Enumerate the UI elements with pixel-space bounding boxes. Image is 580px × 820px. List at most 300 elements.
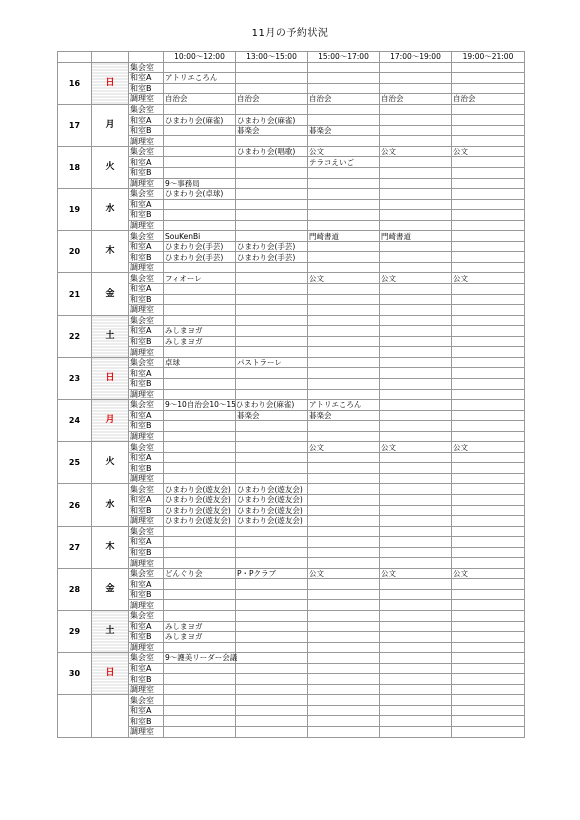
booking-cell [308,473,380,484]
room-label: 和室A [129,537,164,548]
booking-cell [380,115,452,126]
booking-cell [236,62,308,73]
booking-cell [452,579,525,590]
room-label: 和室B [129,378,164,389]
room-row [58,442,525,453]
booking-cell [380,684,452,695]
room-row [58,684,525,695]
booking-cell [308,262,380,273]
booking-cell [236,199,308,210]
booking-cell [236,431,308,442]
booking-cell [452,410,525,421]
room-label: 和室A [129,621,164,632]
booking-cell [236,452,308,463]
room-label: 和室B [129,463,164,474]
booking-cell [380,368,452,379]
booking-cell [380,537,452,548]
room-label: 調理室 [129,262,164,273]
booking-cell [308,589,380,600]
room-row [58,473,525,484]
room-row [58,516,525,527]
booking-cell [236,684,308,695]
room-row [58,674,525,685]
booking-cell [452,516,525,527]
booking-cell [380,505,452,516]
booking-cell: テラコえいご [308,157,380,168]
booking-cell [308,579,380,590]
booking-cell [308,104,380,115]
schedule-body [58,62,525,737]
room-row [58,284,525,295]
room-label: 集会室 [129,104,164,115]
header-slot: 19:00〜21:00 [452,52,525,63]
day-of-week: 水 [92,484,129,526]
booking-cell [308,526,380,537]
room-row [58,410,525,421]
booking-cell [164,716,236,727]
booking-cell [236,294,308,305]
room-row [58,378,525,389]
booking-cell [164,410,236,421]
header-room [129,52,164,63]
room-row [58,663,525,674]
booking-cell: アトリエころん [308,400,380,411]
header-slot: 13:00〜15:00 [236,52,308,63]
booking-cell [308,516,380,527]
booking-cell [452,547,525,558]
booking-cell [236,389,308,400]
booking-cell [452,632,525,643]
booking-cell [452,210,525,221]
booking-cell [308,705,380,716]
booking-cell [164,610,236,621]
booking-cell [236,157,308,168]
booking-cell: みしまヨガ [164,326,236,337]
booking-cell [164,136,236,147]
room-label: 和室B [129,716,164,727]
booking-cell [308,305,380,316]
booking-cell [308,695,380,706]
room-label: 和室B [129,632,164,643]
booking-cell [164,305,236,316]
day-of-week: 木 [92,526,129,568]
booking-cell [236,178,308,189]
booking-cell [308,610,380,621]
room-label: 調理室 [129,727,164,738]
room-label: 和室A [129,452,164,463]
reservation-table [57,51,525,738]
room-label: 調理室 [129,94,164,105]
room-label: 和室A [129,368,164,379]
booking-cell [308,168,380,179]
booking-cell [236,262,308,273]
booking-cell [236,537,308,548]
room-label: 和室A [129,579,164,590]
booking-cell: ひまわり会(手芸) [236,241,308,252]
booking-cell [236,600,308,611]
booking-cell: ひまわり会(遊友会) [164,516,236,527]
booking-cell [380,463,452,474]
booking-cell [308,294,380,305]
booking-cell [452,262,525,273]
booking-cell [308,347,380,358]
booking-cell [452,663,525,674]
booking-cell [164,705,236,716]
booking-cell [452,294,525,305]
day-date: 19 [58,189,92,231]
booking-cell [236,442,308,453]
booking-cell [452,326,525,337]
booking-cell [308,431,380,442]
room-label: 集会室 [129,62,164,73]
booking-cell [236,368,308,379]
room-label: 和室B [129,210,164,221]
booking-cell [452,368,525,379]
booking-cell [380,621,452,632]
room-row [58,389,525,400]
booking-cell [380,336,452,347]
booking-cell: ひまわり会(遊友会) [236,516,308,527]
booking-cell [308,452,380,463]
room-row [58,315,525,326]
booking-cell [452,168,525,179]
booking-cell [308,558,380,569]
booking-cell [380,705,452,716]
booking-cell [452,189,525,200]
booking-cell [164,210,236,221]
booking-cell [164,579,236,590]
booking-cell: 自治会 [236,94,308,105]
booking-cell: ひまわり会(麻雀) [236,115,308,126]
booking-cell [308,241,380,252]
booking-cell [164,547,236,558]
booking-cell: みしまヨガ [164,632,236,643]
booking-cell [236,305,308,316]
day-of-week: 火 [92,442,129,484]
room-row [58,589,525,600]
booking-cell: ひまわり会(麻雀) [164,115,236,126]
booking-cell [308,220,380,231]
day-of-week [92,695,129,737]
booking-cell [236,231,308,242]
room-label: 和室A [129,157,164,168]
booking-cell [164,168,236,179]
booking-cell: SouKenBi [164,231,236,242]
booking-cell [164,558,236,569]
booking-cell: 公文 [308,273,380,284]
room-row [58,421,525,432]
room-label: 集会室 [129,526,164,537]
booking-cell [452,199,525,210]
room-row [58,273,525,284]
booking-cell [236,610,308,621]
booking-cell [308,389,380,400]
booking-cell [452,378,525,389]
day-of-week: 金 [92,273,129,315]
booking-cell: 卓球 [164,357,236,368]
booking-cell [236,558,308,569]
booking-cell [308,621,380,632]
booking-cell: 公文 [380,442,452,453]
booking-cell: 公文 [452,442,525,453]
room-row [58,220,525,231]
booking-cell [452,600,525,611]
room-row [58,494,525,505]
room-label: 和室B [129,125,164,136]
booking-cell: フィオーレ [164,273,236,284]
booking-cell [308,73,380,84]
booking-cell [452,537,525,548]
booking-cell [380,326,452,337]
booking-cell: ひまわり会(手芸) [236,252,308,263]
booking-cell [380,210,452,221]
booking-cell [452,284,525,295]
booking-cell [164,262,236,273]
booking-cell [380,579,452,590]
booking-cell [164,431,236,442]
day-of-week: 土 [92,315,129,357]
booking-cell: ひまわり会(遊友会) [164,494,236,505]
booking-cell [380,125,452,136]
booking-cell [380,400,452,411]
header-slot: 17:00〜19:00 [380,52,452,63]
booking-cell [164,589,236,600]
booking-cell: 9〜護美リーダー会議 [165,653,238,663]
booking-cell [164,146,236,157]
booking-cell [380,674,452,685]
booking-cell: 公文 [308,568,380,579]
room-row [58,727,525,738]
room-row [58,336,525,347]
booking-cell [452,716,525,727]
booking-cell [236,136,308,147]
booking-cell: 自治会 [452,94,525,105]
day-of-week: 日 [92,653,129,695]
booking-cell [308,653,380,664]
booking-cell: 碁楽会 [236,125,308,136]
room-label: 集会室 [129,231,164,242]
room-label: 調理室 [129,136,164,147]
booking-cell [308,199,380,210]
booking-cell [308,178,380,189]
booking-cell [308,684,380,695]
booking-cell [380,294,452,305]
booking-cell [452,315,525,326]
booking-cell [236,632,308,643]
room-row [58,705,525,716]
room-label: 和室A [129,663,164,674]
booking-cell [452,252,525,263]
booking-cell [452,558,525,569]
room-label: 和室A [129,241,164,252]
booking-cell [164,695,236,706]
booking-cell [236,83,308,94]
room-label: 集会室 [129,610,164,621]
room-label: 和室B [129,83,164,94]
booking-cell [452,695,525,706]
booking-cell: 自治会 [380,94,452,105]
booking-cell [452,653,525,664]
booking-cell [164,442,236,453]
booking-cell [380,168,452,179]
room-row [58,136,525,147]
room-row [58,104,525,115]
booking-cell [308,83,380,94]
booking-cell: 碁楽会 [308,410,380,421]
booking-cell [380,516,452,527]
booking-cell [308,284,380,295]
day-date: 30 [58,653,92,695]
room-row [58,326,525,337]
room-row [58,484,525,495]
day-date: 17 [58,104,92,146]
day-date: 27 [58,526,92,568]
room-row [58,168,525,179]
room-label: 和室B [129,168,164,179]
booking-cell: ひまわり会(手芸) [164,241,236,252]
room-row [58,579,525,590]
room-row [58,505,525,516]
room-label: 和室A [129,705,164,716]
booking-cell [452,421,525,432]
room-row [58,157,525,168]
room-row [58,231,525,242]
booking-cell [452,705,525,716]
booking-cell [452,136,525,147]
room-label: 調理室 [129,473,164,484]
room-label: 調理室 [129,347,164,358]
booking-cell [452,104,525,115]
day-of-week: 土 [92,610,129,652]
booking-cell [380,526,452,537]
booking-cell: 公文 [452,273,525,284]
booking-cell [236,674,308,685]
day-date: 28 [58,568,92,610]
room-label: 集会室 [129,315,164,326]
booking-cell: ひまわり会(唱歌) [236,146,308,157]
booking-cell [380,632,452,643]
room-row [58,547,525,558]
booking-cell: 門崎書道 [380,231,452,242]
booking-cell [236,589,308,600]
room-row [58,294,525,305]
booking-cell [164,368,236,379]
booking-cell [164,125,236,136]
room-label: 和室A [129,326,164,337]
room-row [58,610,525,621]
booking-cell [308,421,380,432]
booking-cell: ひまわり会(遊友会) [164,505,236,516]
booking-cell [308,136,380,147]
room-row [58,621,525,632]
room-row [58,463,525,474]
booking-cell: ひまわり会(手芸) [164,252,236,263]
booking-cell [380,252,452,263]
booking-cell [452,431,525,442]
booking-cell: 公文 [380,273,452,284]
room-row [58,210,525,221]
room-label: 集会室 [129,357,164,368]
booking-cell [236,653,308,664]
room-row [58,600,525,611]
booking-cell [164,62,236,73]
booking-cell [308,378,380,389]
booking-cell [164,284,236,295]
room-row [58,62,525,73]
booking-cell [308,336,380,347]
day-of-week: 月 [92,104,129,146]
room-label: 調理室 [129,305,164,316]
room-row [58,537,525,548]
day-of-week: 月 [92,400,129,442]
booking-cell [164,83,236,94]
booking-cell [452,400,525,411]
room-row [58,452,525,463]
booking-cell [236,315,308,326]
day-date: 22 [58,315,92,357]
room-row [58,199,525,210]
booking-cell: 公文 [308,442,380,453]
booking-cell [308,600,380,611]
booking-cell [236,104,308,115]
booking-cell: ひまわり会(遊友会) [236,494,308,505]
room-row [58,653,525,664]
booking-cell [164,473,236,484]
booking-cell [380,663,452,674]
booking-cell [380,600,452,611]
booking-cell [380,62,452,73]
booking-cell [308,463,380,474]
booking-cell [380,220,452,231]
booking-cell [380,695,452,706]
booking-cell [236,421,308,432]
booking-cell [236,326,308,337]
booking-cell [452,463,525,474]
booking-cell [308,537,380,548]
booking-cell: どんぐり会 [164,568,236,579]
room-label: 和室A [129,115,164,126]
booking-cell [380,305,452,316]
room-label: 集会室 [129,400,164,411]
booking-cell [308,642,380,653]
booking-cell: 公文 [452,146,525,157]
room-label: 和室B [129,421,164,432]
booking-cell: 公文 [380,146,452,157]
booking-cell [164,684,236,695]
booking-cell [452,621,525,632]
room-label: 和室A [129,73,164,84]
room-label: 調理室 [129,558,164,569]
booking-cell [236,378,308,389]
booking-cell: ひまわり会(遊友会) [164,484,236,495]
booking-cell [380,241,452,252]
booking-cell [236,210,308,221]
booking-cell [236,273,308,284]
room-label: 集会室 [129,146,164,157]
booking-cell [236,168,308,179]
booking-cell [164,674,236,685]
booking-cell [380,178,452,189]
header-row [58,52,525,63]
booking-cell [236,73,308,84]
booking-cell: 碁楽会 [308,125,380,136]
room-label: 和室A [129,284,164,295]
booking-cell [380,262,452,273]
booking-cell [452,125,525,136]
booking-cell [452,389,525,400]
room-row [58,642,525,653]
room-label: 集会室 [129,189,164,200]
